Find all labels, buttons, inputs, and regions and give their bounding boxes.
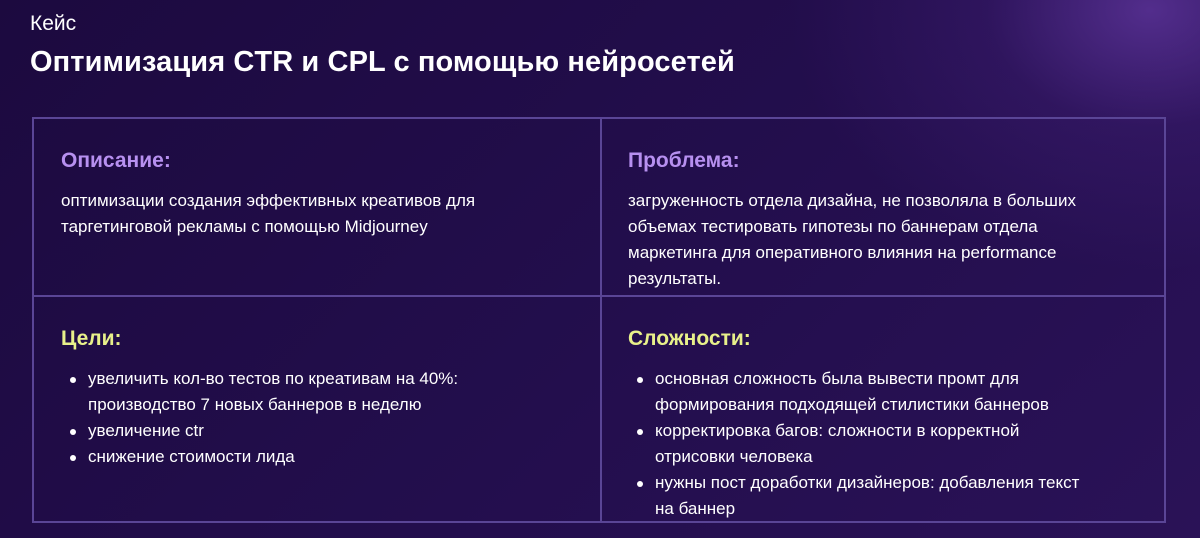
goals-heading: Цели: <box>61 327 122 350</box>
description-heading: Описание: <box>61 149 171 172</box>
difficulty-text: нужны пост доработки дизайнеров: добавления текст на баннер <box>655 473 1080 518</box>
bullet-icon <box>70 429 76 435</box>
case-label: Кейс <box>30 12 77 35</box>
goal-text: увеличить кол-во тестов по креативам на 40%: производство 7 новых баннеров в неделю <box>88 369 459 414</box>
bullet-icon <box>637 377 643 383</box>
page-title: Оптимизация CTR и CPL с помощью нейросетей <box>30 46 735 78</box>
difficulty-text: основная сложность была вывести промт для формирования подходящей стилистики баннеров <box>655 369 1049 414</box>
list-item <box>628 470 1166 522</box>
difficulty-text: корректировка багов: сложности в корректной отрисовки человека <box>655 421 1020 466</box>
list-item <box>61 418 600 444</box>
bullet-icon <box>637 481 643 487</box>
bullet-icon <box>637 429 643 435</box>
difficulties-cell <box>600 295 1166 521</box>
list-item <box>61 444 600 470</box>
difficulties-list <box>628 366 1166 522</box>
description-cell <box>34 119 600 295</box>
list-item <box>628 366 1166 418</box>
list-item <box>61 366 600 418</box>
goal-text: снижение стоимости лида <box>88 447 295 466</box>
problem-heading: Проблема: <box>628 149 740 172</box>
case-grid <box>32 117 1166 523</box>
description-text: оптимизации создания эффективных креативов для таргетинговой рекламы с помощью Midjourney <box>61 191 476 236</box>
problem-text: загруженность отдела дизайна, не позволяла в больших объемах тестировать гипотезы по баннерам отдела маркетинга для оперативного влияния на performance результаты. <box>628 191 1076 288</box>
goal-text: увеличение ctr <box>88 421 204 440</box>
bullet-icon <box>70 455 76 461</box>
difficulties-heading: Сложности: <box>628 327 751 350</box>
goals-list <box>61 366 600 470</box>
goals-cell <box>34 295 600 521</box>
problem-cell <box>600 119 1166 295</box>
list-item <box>628 418 1166 470</box>
bullet-icon <box>70 377 76 383</box>
